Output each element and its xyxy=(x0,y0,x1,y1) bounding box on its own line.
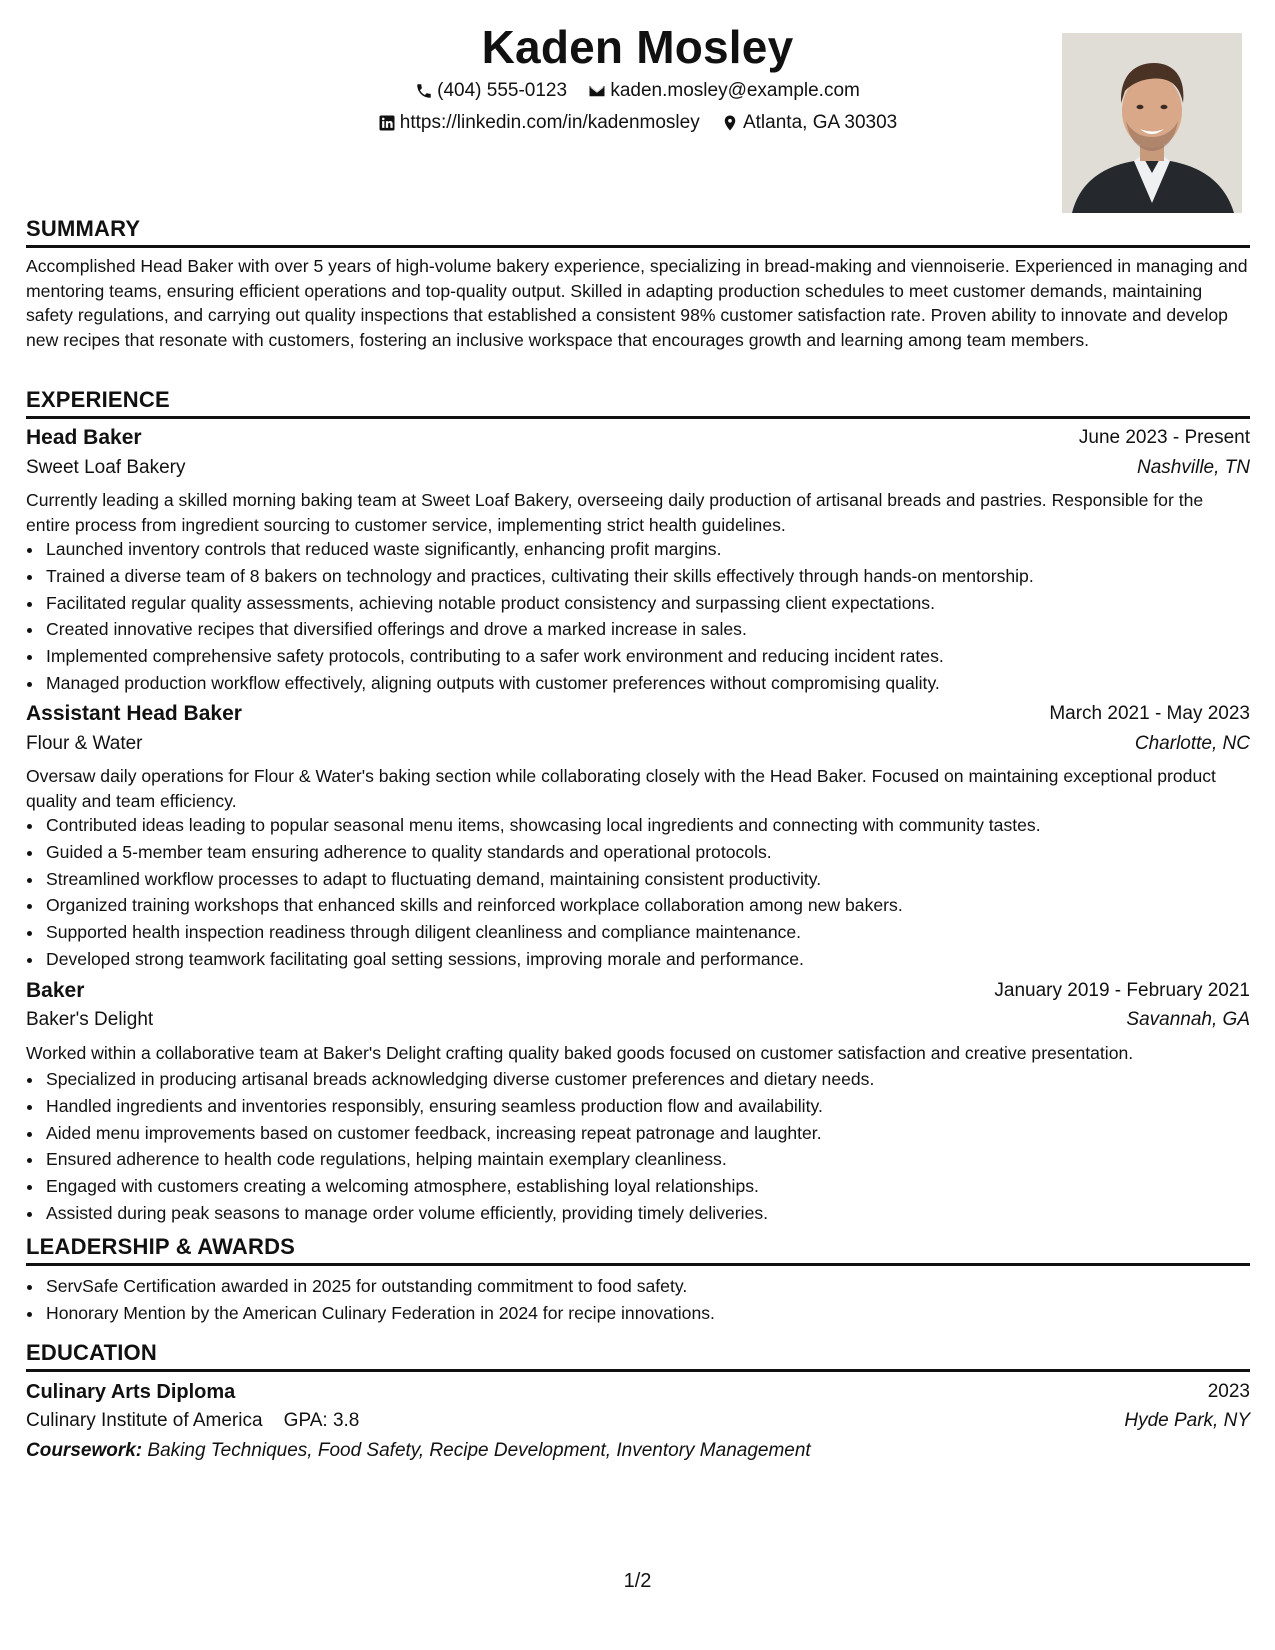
list-item: • Trained a diverse team of 8 bakers on technology and practices, cultivating their skills effectively through hands-on mentorship. xyxy=(44,563,1268,590)
company-name: Baker's Delight xyxy=(26,1009,154,1030)
list-item: • Specialized in producing artisanal breads acknowledging diverse customer preferences and dietary needs. xyxy=(44,1066,1268,1093)
list-item: • Guided a 5-member team ensuring adherence to quality standards and operational protocols. xyxy=(44,839,1268,866)
email-contact[interactable] xyxy=(588,80,860,102)
job-description: Worked within a collaborative team at Baker's Delight crafting quality baked goods focused on customer satisfaction and creative presentation. xyxy=(26,1043,1134,1063)
job-description: Currently leading a skilled morning baking team at Sweet Loaf Bakery, overseeing daily production of artisanal breads and pastries. Responsible for the entire process from ingredient sourcing to customer service, implementing strict health guidelines. xyxy=(26,490,1204,535)
school-location: Hyde Park, NY xyxy=(1124,1410,1250,1431)
location-text: Atlanta, GA 30303 xyxy=(742,112,898,133)
job-dates: March 2021 - May 2023 xyxy=(1049,703,1250,724)
job-dates: January 2019 - February 2021 xyxy=(994,980,1250,1001)
coursework xyxy=(26,1440,811,1462)
degree-title: Culinary Arts Diploma xyxy=(26,1381,236,1403)
job-title: Assistant Head Baker xyxy=(26,702,242,725)
list-item: • Supported health inspection readiness through diligent cleanliness and compliance maintenance. xyxy=(44,919,1268,946)
linkedin-contact[interactable] xyxy=(378,112,700,134)
list-item: • Implemented comprehensive safety protocols, contributing to a safer work environment and reducing incident rates. xyxy=(44,643,1268,670)
linkedin-text: https://linkedin.com/in/kadenmosley xyxy=(399,112,700,133)
summary-text: Accomplished Head Baker with over 5 years of high-volume bakery experience, specializing in bread-making and viennoiserie. Experienced in managing and mentoring teams, ensuring efficient operations and top-quality output. Skilled in adapting production schedules to meet customer demands, maintaining safety regulations, and carrying out quality inspections that established a consistent 98% customer satisfaction rate. Proven ability to innovate and develop new recipes that resonate with customers, fostering an inclusive workspace that encourages growth and learning among team members. xyxy=(26,256,1248,350)
list-item: • Facilitated regular quality assessments, achieving notable product consistency and surpassing client expectations. xyxy=(44,590,1268,617)
company-name: Flour & Water xyxy=(26,733,143,754)
list-item: • Streamlined workflow processes to adapt to fluctuating demand, maintaining consistent productivity. xyxy=(44,866,1268,893)
list-item: • Ensured adherence to health code regulations, helping maintain exemplary cleanliness. xyxy=(44,1146,1268,1173)
job-description: Oversaw daily operations for Flour & Water's baking section while collaborating closely with the Head Baker. Focused on maintaining exceptional product quality and team efficiency. xyxy=(26,766,1216,811)
job-location: Charlotte, NC xyxy=(1134,733,1250,754)
list-item: • Organized training workshops that enhanced skills and reinforced workplace collaboration among new bakers. xyxy=(44,892,1268,919)
summary-heading: SUMMARY xyxy=(26,216,1250,248)
page-number: 1/2 xyxy=(623,1570,652,1592)
graduation-year: 2023 xyxy=(1207,1381,1250,1402)
list-item: • Engaged with customers creating a welcoming atmosphere, establishing loyal relationships. xyxy=(44,1173,1268,1200)
phone-icon xyxy=(415,82,433,100)
leadership-heading: LEADERSHIP & AWARDS xyxy=(26,1234,1250,1266)
linkedin-icon xyxy=(378,114,396,132)
email-text: kaden.mosley@example.com xyxy=(610,80,860,101)
list-item: • Managed production workflow effectively, aligning outputs with customer preferences without compromising quality. xyxy=(44,670,1268,697)
list-item: • Handled ingredients and inventories responsibly, ensuring seamless production flow and availability. xyxy=(44,1093,1268,1120)
gpa: GPA: 3.8 xyxy=(283,1410,360,1431)
list-item: • ServSafe Certification awarded in 2025 for outstanding commitment to food safety. xyxy=(44,1273,1268,1300)
envelope-icon xyxy=(588,82,606,100)
education-heading: EDUCATION xyxy=(26,1340,1250,1372)
location-contact xyxy=(721,112,897,134)
list-item: • Aided menu improvements based on customer feedback, increasing repeat patronage and laughter. xyxy=(44,1120,1268,1147)
list-item: • Contributed ideas leading to popular seasonal menu items, showcasing local ingredients and connecting with community tastes. xyxy=(44,812,1268,839)
job-title: Baker xyxy=(26,979,85,1002)
job-location: Nashville, TN xyxy=(1137,457,1250,478)
job-location: Savannah, GA xyxy=(1126,1009,1250,1030)
job-bullets xyxy=(26,536,1268,697)
coursework-label: Coursework: xyxy=(26,1440,143,1461)
company-name: Sweet Loaf Bakery xyxy=(26,457,186,478)
job-bullets xyxy=(26,812,1268,973)
school-name: Culinary Institute of America xyxy=(26,1410,263,1431)
list-item: • Assisted during peak seasons to manage order volume efficiently, providing timely deliveries. xyxy=(44,1200,1268,1227)
leadership-bullets xyxy=(26,1273,1268,1327)
candidate-name: Kaden Mosley xyxy=(481,21,794,73)
coursework-list: Baking Techniques, Food Safety, Recipe Development, Inventory Management xyxy=(147,1440,811,1461)
phone-text: (404) 555-0123 xyxy=(437,80,568,101)
list-item: • Developed strong teamwork facilitating goal setting sessions, improving morale and performance. xyxy=(44,946,1268,973)
map-pin-icon xyxy=(721,114,739,132)
list-item: • Launched inventory controls that reduced waste significantly, enhancing profit margins. xyxy=(44,536,1268,563)
job-dates: June 2023 - Present xyxy=(1078,427,1250,448)
job-title: Head Baker xyxy=(26,426,142,449)
profile-photo xyxy=(1062,33,1242,213)
list-item: • Created innovative recipes that diversified offerings and drove a marked increase in sales. xyxy=(44,616,1268,643)
experience-heading: EXPERIENCE xyxy=(26,387,1250,419)
phone-contact[interactable] xyxy=(415,80,567,102)
job-bullets xyxy=(26,1066,1268,1227)
list-item: • Honorary Mention by the American Culinary Federation in 2024 for recipe innovations. xyxy=(44,1300,1268,1327)
school-line xyxy=(26,1410,359,1432)
